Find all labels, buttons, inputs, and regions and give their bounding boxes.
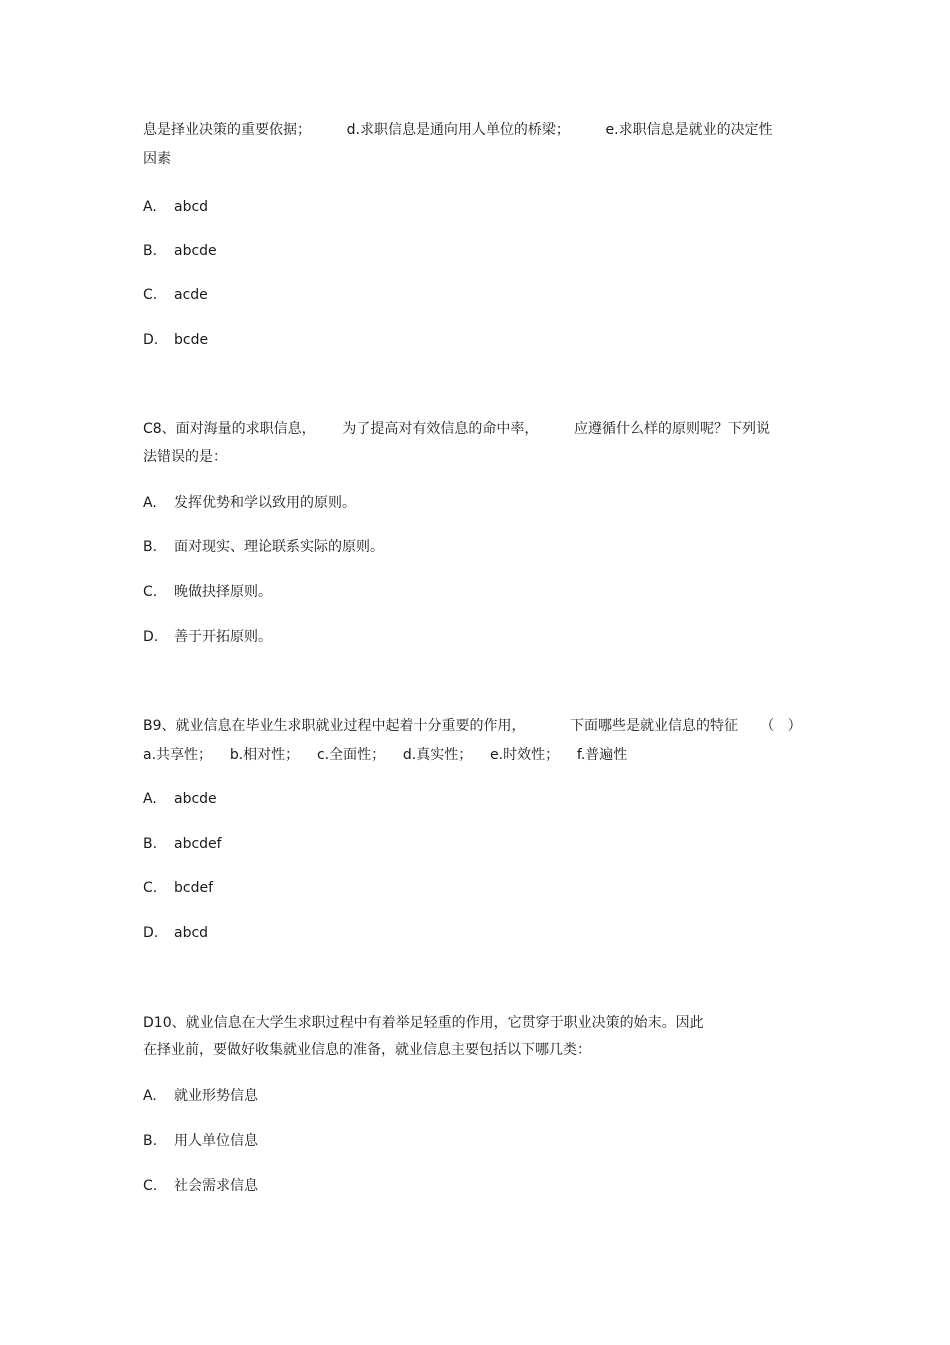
option-letter: C.: [143, 584, 158, 600]
option-letter: D.: [143, 332, 159, 348]
option-letter: B.: [143, 539, 158, 555]
option-d: [143, 924, 208, 942]
option-letter: B.: [143, 1133, 158, 1149]
option-c: [143, 879, 213, 897]
option-letter: A.: [143, 791, 157, 807]
option-text: abcd: [174, 925, 209, 941]
option-d: [143, 628, 272, 646]
option-text: bcde: [174, 332, 209, 348]
option-text: 就业形势信息: [174, 1088, 258, 1104]
question-text-line: D10、就业信息在大学生求职过程中有着举足轻重的作用，它贯穿于职业决策的始末。因此: [143, 1015, 704, 1031]
option-text: acde: [174, 287, 208, 303]
option-c: [143, 1177, 258, 1195]
option-text: 用人单位信息: [174, 1133, 258, 1149]
option-letter: C.: [143, 287, 158, 303]
option-b: [143, 835, 222, 853]
option-letter: A.: [143, 495, 157, 511]
question-text-line: C8、面对海量的求职信息， 为了提高对有效信息的命中率， 应遵循什么样的原则呢？下列说: [143, 421, 770, 437]
option-letter: A.: [143, 199, 157, 215]
option-letter: A.: [143, 1088, 157, 1104]
question-text-line: 息是择业决策的重要依据； d.求职信息是通向用人单位的桥梁； e.求职信息是就业的决定性: [143, 122, 773, 138]
option-letter: D.: [143, 925, 159, 941]
question-text-line: 因素: [143, 151, 171, 167]
option-letter: C.: [143, 880, 158, 896]
option-text: abcde: [174, 243, 217, 259]
question-text-line: 在择业前，要做好收集就业信息的准备，就业信息主要包括以下哪几类：: [143, 1042, 591, 1058]
option-a: [143, 198, 208, 216]
option-text: abcdef: [174, 836, 222, 852]
option-letter: B.: [143, 836, 158, 852]
option-b: [143, 1132, 258, 1150]
question-text-line: B9、就业信息在毕业生求职就业过程中起着十分重要的作用， 下面哪些是就业信息的特征 （ ）: [143, 718, 802, 734]
option-text: 社会需求信息: [174, 1178, 258, 1194]
option-text: bcdef: [174, 880, 214, 896]
option-text: 晚做抉择原则。: [174, 584, 272, 600]
option-letter: D.: [143, 629, 159, 645]
option-a: [143, 494, 356, 512]
option-d: [143, 331, 208, 349]
option-c: [143, 286, 208, 304]
option-letter: C.: [143, 1178, 158, 1194]
option-text: abcde: [174, 791, 217, 807]
option-a: [143, 1087, 258, 1105]
option-text: 善于开拓原则。: [174, 629, 272, 645]
option-text: 面对现实、理论联系实际的原则。: [174, 539, 384, 555]
question-text-line: a.共享性； b.相对性； c.全面性； d.真实性； e.时效性； f.普遍性: [143, 747, 628, 763]
question-text-line: 法错误的是：: [143, 449, 227, 465]
option-a: [143, 790, 217, 808]
option-b: [143, 242, 217, 260]
option-b: [143, 538, 384, 556]
option-letter: B.: [143, 243, 158, 259]
option-text: abcd: [174, 199, 209, 215]
option-text: 发挥优势和学以致用的原则。: [174, 495, 356, 511]
option-c: [143, 583, 272, 601]
